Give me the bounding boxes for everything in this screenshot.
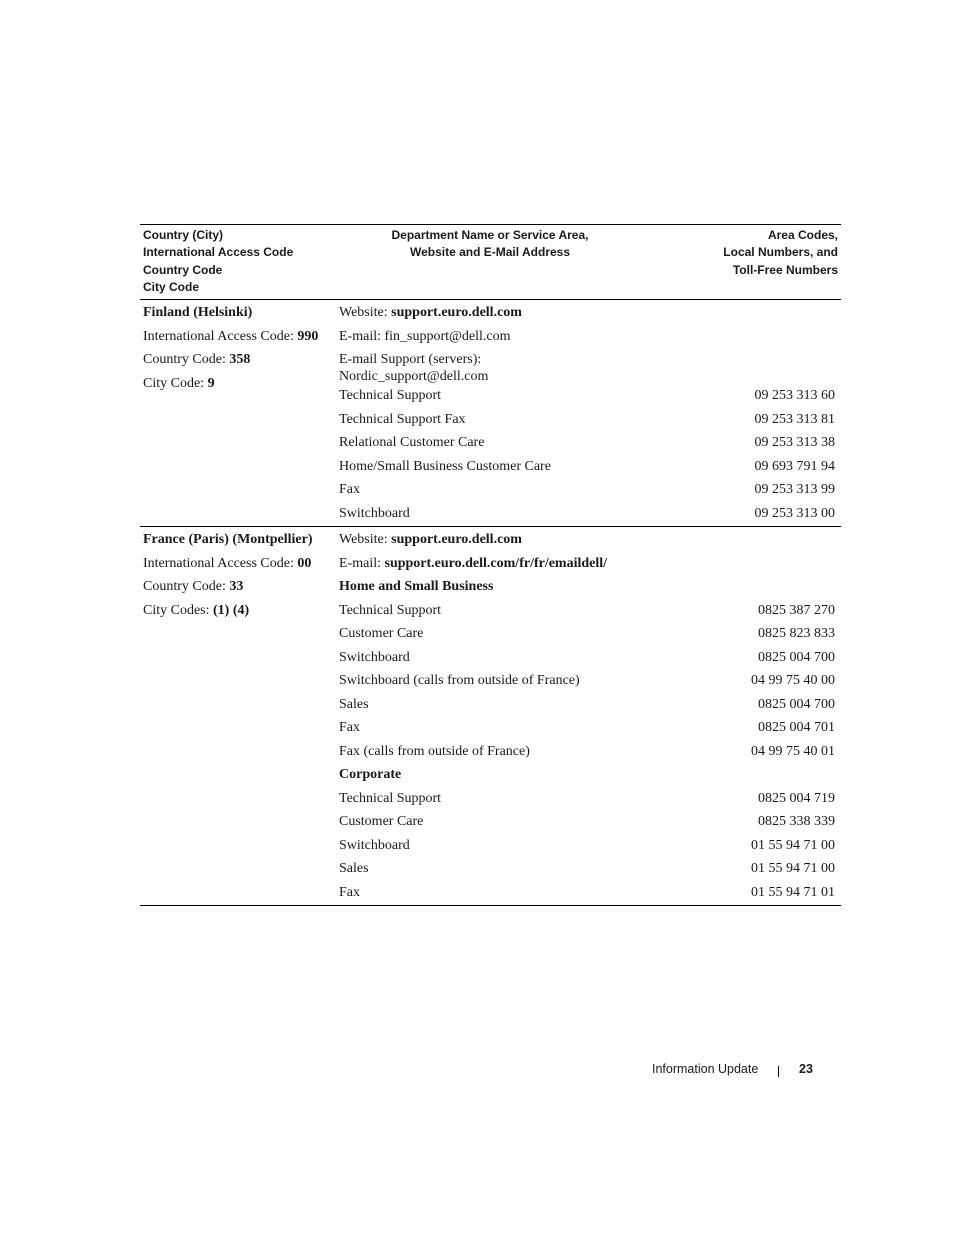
phone-number: 09 693 791 94 <box>754 458 835 474</box>
country-name: France (Paris) (Montpellier) <box>143 532 313 547</box>
row-label: E-mail Support (servers): <box>339 352 482 367</box>
table-row <box>339 409 841 433</box>
phone-number: 01 55 94 71 00 <box>751 837 835 853</box>
access-code <box>143 551 313 575</box>
phone-number: 0825 004 700 <box>758 696 835 712</box>
city-code-value: 9 <box>207 375 215 391</box>
table-row <box>339 503 841 527</box>
row-label: Home/Small Business Customer Care <box>339 458 551 474</box>
row-desc <box>339 351 841 385</box>
row-desc <box>339 531 841 548</box>
city-code-value: (1) (4) <box>213 602 250 618</box>
website-link[interactable]: support.euro.dell.com <box>391 305 522 320</box>
phone-number: 0825 387 270 <box>758 602 835 618</box>
table-row <box>339 600 841 624</box>
phone-number: 09 253 313 38 <box>754 435 835 450</box>
row-label: Technical Support <box>339 388 442 403</box>
country-code-label: Country Code: <box>143 579 230 594</box>
table-row <box>339 623 841 647</box>
phone-number: 0825 338 339 <box>758 814 835 829</box>
access-code-value: 990 <box>297 328 319 344</box>
table-row <box>339 326 841 350</box>
table-row <box>339 670 841 694</box>
phone-number: 0825 823 833 <box>758 626 835 641</box>
table-row <box>339 764 841 788</box>
country-section-france <box>140 527 841 906</box>
table-header <box>140 225 841 300</box>
row-label: Technical Support <box>339 790 442 806</box>
country-code-value: 33 <box>229 579 244 594</box>
header-col-department <box>339 227 641 262</box>
access-code-value: 00 <box>297 555 312 571</box>
country-code-label: Country Code: <box>143 352 230 367</box>
table-row <box>339 882 841 906</box>
header-text: Area Codes, <box>767 228 838 242</box>
city-code <box>143 371 318 395</box>
access-code-label: International Access Code: <box>143 555 298 571</box>
table-row <box>339 811 841 835</box>
row-label: Technical Support <box>339 602 442 618</box>
city-code-label: City Codes: <box>143 602 214 618</box>
header-text: City Code <box>143 279 200 294</box>
phone-number: 0825 004 719 <box>758 790 835 806</box>
header-text: Department Name or Service Area, <box>391 228 589 242</box>
header-col-country <box>143 227 293 296</box>
row-desc[interactable]: E-mail: fin_support@dell.com <box>339 328 511 344</box>
row-label: Website: <box>339 532 392 547</box>
table-row <box>339 349 841 385</box>
table-row <box>339 479 841 503</box>
table-row <box>339 385 841 409</box>
table-row <box>339 694 841 718</box>
contact-rows <box>339 302 841 526</box>
phone-number: 09 253 313 00 <box>754 505 835 521</box>
row-desc <box>339 555 841 572</box>
phone-number: 0825 004 701 <box>758 720 835 735</box>
country-info <box>143 527 313 621</box>
row-label: Switchboard (calls from outside of France) <box>339 673 580 688</box>
table-row <box>339 432 841 456</box>
header-text: Toll-Free Numbers <box>732 262 838 277</box>
row-label: Fax (calls from outside of France) <box>339 743 530 759</box>
row-label: Website: <box>339 305 392 320</box>
phone-number: 04 99 75 40 01 <box>751 743 835 759</box>
country-name: Finland (Helsinki) <box>143 305 253 320</box>
country-code <box>143 574 313 598</box>
header-text: International Access Code <box>143 245 294 260</box>
footer-label: Information Update <box>652 1062 759 1076</box>
email-link[interactable]: support.euro.dell.com/fr/fr/emaildell/ <box>384 555 608 571</box>
table-row <box>339 302 841 326</box>
row-label: E-mail: <box>339 555 385 571</box>
header-col-numbers <box>723 227 838 279</box>
contact-table <box>140 224 841 906</box>
table-row <box>339 788 841 812</box>
phone-number: 09 253 313 99 <box>754 482 835 497</box>
row-label: Switchboard <box>339 649 410 665</box>
table-row <box>339 576 841 600</box>
country-code-value: 358 <box>229 352 251 367</box>
phone-number: 01 55 94 71 01 <box>751 884 835 900</box>
page-number: 23 <box>799 1062 813 1076</box>
row-label: Customer Care <box>339 626 424 641</box>
header-text: Website and E-Mail Address <box>409 245 571 260</box>
row-label: Fax <box>339 720 360 735</box>
header-text: Country Code <box>143 262 223 277</box>
table-row <box>339 741 841 765</box>
header-text: Country (City) <box>143 228 223 242</box>
table-row <box>339 647 841 671</box>
subheading: Home and Small Business <box>339 579 494 594</box>
phone-number: 0825 004 700 <box>758 649 835 665</box>
row-label: Switchboard <box>339 505 410 521</box>
header-text: Local Numbers, and <box>723 245 838 260</box>
phone-number: 04 99 75 40 00 <box>751 673 835 688</box>
access-code <box>143 324 318 348</box>
row-label: Sales <box>339 861 369 876</box>
table-row <box>339 456 841 480</box>
table-row <box>339 529 841 553</box>
country-section-finland <box>140 300 841 527</box>
city-code-label: City Code: <box>143 375 208 391</box>
table-row <box>339 858 841 882</box>
website-link[interactable]: support.euro.dell.com <box>391 532 522 547</box>
row-label: Fax <box>339 482 360 497</box>
table-row <box>339 835 841 859</box>
phone-number: 01 55 94 71 00 <box>751 861 835 876</box>
country-code <box>143 347 318 371</box>
contact-rows <box>339 529 841 905</box>
phone-number: 09 253 313 60 <box>754 388 835 403</box>
table-row <box>339 717 841 741</box>
row-label: Relational Customer Care <box>339 435 485 450</box>
email-link[interactable]: Nordic_support@dell.com <box>339 369 489 384</box>
row-label: Fax <box>339 884 360 900</box>
row-label: Technical Support Fax <box>339 411 466 427</box>
table-row <box>339 553 841 577</box>
row-label: Switchboard <box>339 837 410 853</box>
phone-number: 09 253 313 81 <box>754 411 835 427</box>
row-desc <box>339 304 841 321</box>
city-code <box>143 598 313 622</box>
row-label: Customer Care <box>339 814 424 829</box>
subheading: Corporate <box>339 767 402 782</box>
row-label: Sales <box>339 696 369 712</box>
country-info <box>143 300 318 394</box>
access-code-label: International Access Code: <box>143 328 298 344</box>
footer-separator <box>778 1066 779 1077</box>
